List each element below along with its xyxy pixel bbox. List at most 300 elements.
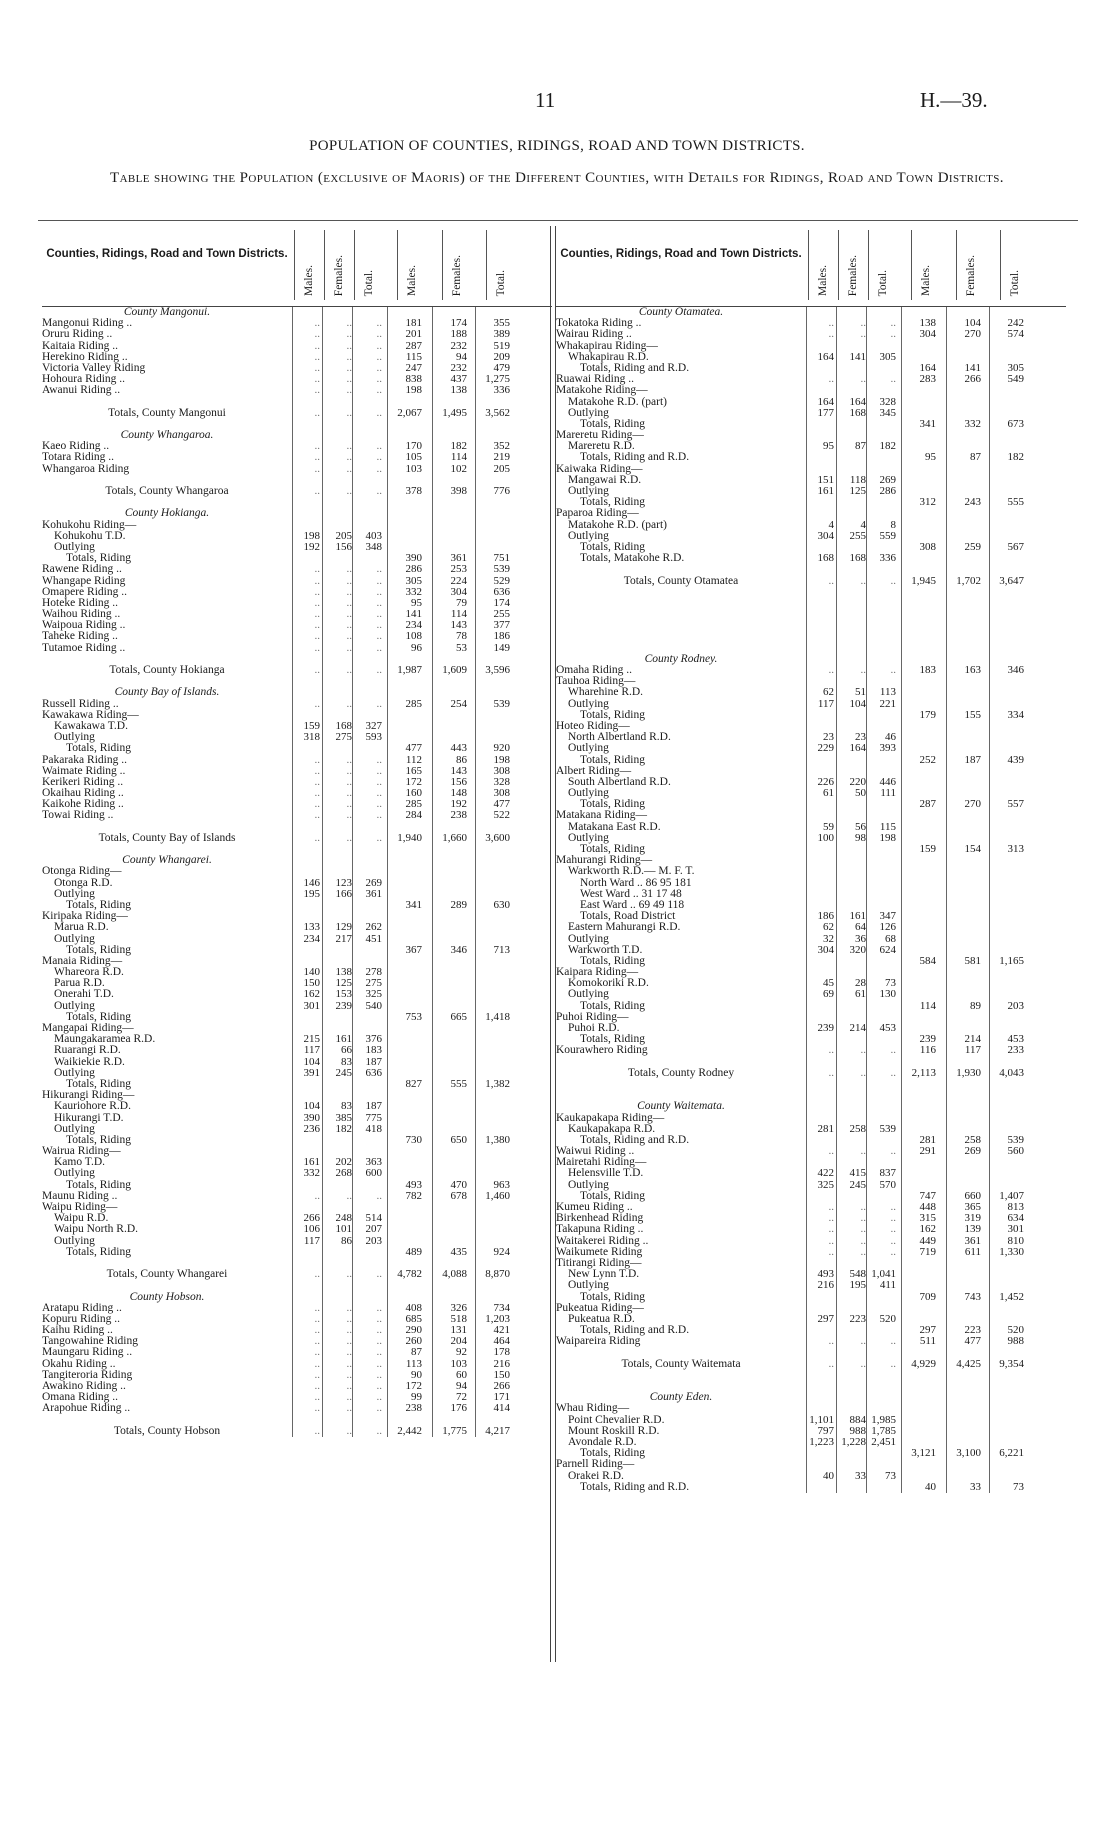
cell-males: .. <box>314 328 320 341</box>
cell-total: 130 <box>879 988 896 1001</box>
row-label: Otonga Riding— <box>42 866 122 878</box>
row-label: Whangape Riding <box>42 575 126 587</box>
cell-males: 229 <box>817 742 834 755</box>
row-label: Parua R.D. <box>54 978 105 990</box>
row-label: Wairua Riding— <box>42 1146 121 1158</box>
cell-females-sum: 103 <box>450 1357 467 1370</box>
cell-males: .. <box>314 339 320 352</box>
cell-total: 451 <box>365 932 382 945</box>
row-label: Helensville T.D. <box>568 1168 644 1180</box>
cell-total: 327 <box>365 719 382 732</box>
cell-females-sum: 443 <box>450 742 467 755</box>
cell-total: 453 <box>879 1022 896 1034</box>
row-label: Hoteke Riding .. <box>42 597 119 609</box>
cell-males-sum: 172 <box>405 1380 422 1392</box>
cell-females-sum: 148 <box>450 787 467 800</box>
cell-males-sum: 3,121 <box>911 1447 936 1460</box>
row-label: Totals, County Hokianga <box>109 665 225 676</box>
cell-females: .. <box>860 317 866 330</box>
cell-males-sum: 198 <box>405 384 422 397</box>
row-label: Outlying <box>54 888 95 900</box>
row-label: Okaihau Riding .. <box>42 788 124 800</box>
cell-females: .. <box>346 1346 352 1359</box>
row-label: Totals, Riding <box>580 709 646 721</box>
cell-total-sum: 963 <box>493 1178 510 1191</box>
row-label: Kawakawa T.D. <box>54 720 128 732</box>
cell-females-sum: 1,775 <box>442 1424 467 1437</box>
column-rule <box>901 307 902 1493</box>
row-label: Totals, Riding and R.D. <box>580 362 690 374</box>
cell-total-sum: 334 <box>1007 708 1024 721</box>
cell-females: 164 <box>849 395 866 408</box>
cell-males: 195 <box>303 887 320 900</box>
cell-females-sum: 155 <box>964 708 981 721</box>
cell-total: 520 <box>879 1312 896 1325</box>
row-label: Totals, Riding <box>580 1034 646 1046</box>
cell-females: .. <box>346 451 352 464</box>
cell-total: 278 <box>365 966 382 979</box>
cell-total: .. <box>376 787 382 800</box>
cell-total: 837 <box>879 1167 896 1180</box>
cell-males-sum: 112 <box>405 753 422 766</box>
row-label: Marua R.D. <box>54 922 109 934</box>
column-rule <box>292 307 293 1437</box>
cell-males-sum: 108 <box>405 630 422 643</box>
cell-males-sum: 99 <box>411 1391 422 1404</box>
cell-males: 493 <box>817 1268 834 1281</box>
row-label: Totals, Riding <box>580 799 646 811</box>
row-label: Outlying <box>568 1280 609 1292</box>
row-label: Outlying <box>568 486 609 497</box>
cell-females-sum: 232 <box>450 361 467 374</box>
cell-females: 161 <box>335 1033 352 1046</box>
cell-females-sum: 253 <box>450 563 467 576</box>
cell-males-sum: 201 <box>405 328 422 341</box>
cell-total-sum: 557 <box>1007 798 1024 811</box>
cell-females-sum: 304 <box>450 585 467 598</box>
cell-males: 164 <box>817 350 834 363</box>
left-rows <box>42 307 552 1437</box>
row-label: Totals, Riding <box>580 844 646 855</box>
cell-total-sum: 1,407 <box>999 1189 1024 1202</box>
cell-total: .. <box>890 1223 896 1236</box>
cell-total: .. <box>376 630 382 643</box>
cell-total-sum: 174 <box>493 596 510 609</box>
row-label: Orakei R.D. <box>568 1470 624 1482</box>
cell-females: .. <box>346 574 352 587</box>
cell-males: 391 <box>303 1066 320 1079</box>
column-rule <box>836 307 837 1493</box>
cell-males: 69 <box>823 988 834 1001</box>
cell-males: 106 <box>303 1223 320 1236</box>
cell-total-sum: 352 <box>493 440 510 453</box>
cell-females: .. <box>346 361 352 374</box>
cell-males: .. <box>314 764 320 777</box>
cell-total-sum: 389 <box>493 328 510 341</box>
document-reference: H.—39. <box>920 88 988 112</box>
cell-females-sum: 361 <box>964 1234 981 1247</box>
row-label: Waiwui Riding .. <box>556 1146 635 1158</box>
cell-total-sum: 3,647 <box>999 574 1024 587</box>
cell-total: 363 <box>365 1156 382 1169</box>
cell-total-sum: 377 <box>493 619 510 632</box>
cell-total-sum: 630 <box>493 898 510 911</box>
cell-males: .. <box>314 406 320 419</box>
row-label: West Ward .. 31 17 48 <box>580 888 682 900</box>
cell-females: 245 <box>849 1178 866 1191</box>
cell-total: .. <box>890 1145 896 1158</box>
row-label: Totals, Riding <box>66 944 132 956</box>
column-rule <box>432 307 433 1437</box>
cell-females-sum: 1,930 <box>956 1066 981 1079</box>
row-label: Matakohe Riding— <box>556 385 648 397</box>
cell-females: 214 <box>849 1022 866 1034</box>
cell-total-sum: 6,221 <box>999 1447 1024 1460</box>
cell-total: .. <box>376 563 382 576</box>
row-label: Omapere Riding .. <box>42 586 127 598</box>
col-females-header: Females. <box>838 230 867 300</box>
cell-total: .. <box>376 764 382 777</box>
row-label: North Ward .. 86 95 181 <box>580 877 692 889</box>
row-label: Otonga R.D. <box>54 877 113 889</box>
row-label: Totals, Riding <box>580 955 646 967</box>
cell-total-sum: 924 <box>493 1245 510 1258</box>
row-label: Omaha Riding .. <box>556 665 633 676</box>
row-label: Totals, Riding <box>580 754 646 766</box>
cell-males: 117 <box>303 1234 320 1247</box>
cell-males: 325 <box>817 1178 834 1191</box>
cell-total-sum: 182 <box>1007 451 1024 464</box>
cell-males: 215 <box>303 1033 320 1046</box>
cell-total: 126 <box>879 921 896 934</box>
cell-females-sum: 1,702 <box>956 574 981 587</box>
cell-males-sum: 408 <box>405 1301 422 1314</box>
cell-males: 301 <box>303 999 320 1012</box>
cell-females: .. <box>346 1312 352 1325</box>
cell-females: 182 <box>335 1122 352 1135</box>
cell-females: .. <box>860 1145 866 1158</box>
cell-males: .. <box>314 563 320 576</box>
cell-total: .. <box>376 619 382 632</box>
row-label: Totals, Riding <box>66 1078 132 1090</box>
cell-males: .. <box>314 440 320 453</box>
cell-females-sum: 477 <box>964 1335 981 1348</box>
cell-total: .. <box>376 753 382 766</box>
cell-total: 8 <box>890 518 896 531</box>
cell-total-sum: 1,382 <box>485 1077 510 1090</box>
cell-females: .. <box>346 1368 352 1381</box>
cell-total-sum: 776 <box>493 485 510 497</box>
cell-females: 64 <box>855 921 866 934</box>
left-panel <box>42 226 552 1437</box>
cell-males-sum: 367 <box>405 943 422 956</box>
cell-females: 87 <box>855 440 866 453</box>
cell-males-sum: 2,067 <box>397 406 422 419</box>
cell-total: .. <box>376 1268 382 1281</box>
cell-males: .. <box>314 1380 320 1392</box>
cell-females-sum: 660 <box>964 1189 981 1202</box>
row-label: Hohoura Riding .. <box>42 374 126 386</box>
cell-males: 62 <box>823 921 834 934</box>
row-label: Maungaru Riding .. <box>42 1347 133 1359</box>
row-label: Mangapai Riding— <box>42 1023 134 1034</box>
cell-females: 4 <box>860 518 866 531</box>
cell-males: .. <box>314 630 320 643</box>
cell-females: .. <box>346 1301 352 1314</box>
cell-females-sum: 611 <box>964 1245 981 1258</box>
row-label: Totals, Riding <box>66 899 132 911</box>
row-label: Mareretu R.D. <box>568 441 635 453</box>
cell-males-sum: 290 <box>405 1324 422 1337</box>
cell-total: .. <box>376 373 382 386</box>
cell-total-sum: 336 <box>493 384 510 397</box>
col-females-header-2: Females. <box>442 230 471 300</box>
row-label: Rawene Riding .. <box>42 564 122 576</box>
cell-males: 150 <box>303 977 320 990</box>
cell-total: 73 <box>885 977 896 990</box>
cell-females-sum: 346 <box>450 943 467 956</box>
cell-females-sum: 289 <box>450 898 467 911</box>
cell-total-sum: 73 <box>1013 1480 1024 1493</box>
cell-females-sum: 78 <box>456 630 467 643</box>
cell-females: 239 <box>335 999 352 1012</box>
cell-females-sum: 104 <box>964 317 981 330</box>
row-label: Totals, Riding <box>66 1134 132 1146</box>
row-label: North Albertland R.D. <box>568 732 671 744</box>
cell-females: .. <box>346 787 352 800</box>
cell-females: .. <box>346 485 352 497</box>
row-label: Waipareira Riding <box>556 1336 641 1348</box>
cell-total-sum: 255 <box>493 608 510 621</box>
row-label: Victoria Valley Riding <box>42 362 146 374</box>
row-label: Totals, County Bay of Islands <box>98 832 236 844</box>
page-title: POPULATION OF COUNTIES, RIDINGS, ROAD AND TOWN DISTRICTS. <box>309 138 805 154</box>
cell-total: 286 <box>879 485 896 497</box>
cell-females: 223 <box>849 1312 866 1325</box>
cell-total-sum: 209 <box>493 350 510 363</box>
row-label: Kamo T.D. <box>54 1157 105 1169</box>
row-label: Onerahi T.D. <box>54 989 114 1001</box>
row-label: Wairau Riding .. <box>556 329 632 341</box>
row-label: Point Chevalier R.D. <box>568 1414 665 1426</box>
row-label: Awanui Riding .. <box>42 385 121 397</box>
cell-females-sum: 258 <box>964 1133 981 1146</box>
row-label: Outlying <box>568 743 609 755</box>
cell-total: .. <box>376 664 382 676</box>
row-label: Totals, Riding <box>580 497 646 509</box>
row-label: Tauhoa Riding— <box>556 676 636 688</box>
cell-females-sum: 435 <box>450 1245 467 1258</box>
cell-males-sum: 747 <box>919 1189 936 1202</box>
cell-males-sum: 477 <box>405 742 422 755</box>
cell-total: .. <box>376 641 382 654</box>
cell-males-sum: 304 <box>919 328 936 341</box>
cell-females: .. <box>346 406 352 419</box>
row-label: Tangowahine Riding <box>42 1336 138 1348</box>
row-label: Outlying <box>54 1168 95 1180</box>
col-females-header: Females. <box>324 230 353 300</box>
cell-females: 258 <box>849 1122 866 1135</box>
col-total-header-2: Total. <box>486 230 515 300</box>
cell-total: 2,451 <box>871 1435 896 1448</box>
row-label: Maungakaramea R.D. <box>54 1034 156 1046</box>
cell-total-sum: 522 <box>493 809 510 822</box>
cell-total: .. <box>890 1234 896 1247</box>
cell-males: 59 <box>823 820 834 833</box>
cell-males: .. <box>828 317 834 330</box>
cell-females: 248 <box>335 1212 352 1225</box>
cell-males: .. <box>314 619 320 632</box>
row-label: Ruawai Riding .. <box>556 374 634 386</box>
row-label: Titirangi Riding— <box>556 1257 642 1269</box>
cell-total-sum: 9,354 <box>999 1357 1024 1370</box>
cell-females-sum: 53 <box>456 641 467 654</box>
cell-females-sum: 163 <box>964 664 981 676</box>
row-label: Kaihu Riding .. <box>42 1325 113 1337</box>
cell-females-sum: 131 <box>450 1324 467 1337</box>
cell-total: 336 <box>879 552 896 565</box>
cell-females-sum: 238 <box>450 809 467 822</box>
cell-total: .. <box>890 1066 896 1079</box>
cell-males: .. <box>314 1301 320 1314</box>
cell-females: 56 <box>855 820 866 833</box>
cell-females-sum: 156 <box>450 775 467 788</box>
cell-males: .. <box>314 753 320 766</box>
cell-males-sum: 2,113 <box>911 1066 936 1079</box>
cell-total: .. <box>890 328 896 341</box>
row-label: Herekino Riding .. <box>42 351 128 363</box>
cell-total-sum: 1,452 <box>999 1290 1024 1303</box>
cell-females-sum: 182 <box>450 440 467 453</box>
cell-males: 422 <box>817 1167 834 1180</box>
row-label: Kohukohu T.D. <box>54 530 126 542</box>
page-number: 11 <box>535 88 556 112</box>
cell-females-sum: 33 <box>970 1480 981 1493</box>
cell-females: .. <box>860 664 866 676</box>
right-panel <box>556 226 1066 1493</box>
cell-females: 50 <box>855 787 866 800</box>
cell-females: 36 <box>855 932 866 945</box>
row-label: Kaukapakapa Riding— <box>556 1112 665 1124</box>
cell-males-sum: 260 <box>405 1335 422 1348</box>
cell-males-sum: 87 <box>411 1346 422 1359</box>
row-label: Whau Riding— <box>556 1403 630 1415</box>
cell-total-sum: 1,380 <box>485 1133 510 1146</box>
cell-males-sum: 287 <box>405 339 422 352</box>
row-label: Waipoua Riding .. <box>42 620 126 632</box>
cell-total: .. <box>376 350 382 363</box>
cell-females: 83 <box>341 1055 352 1068</box>
row-label: Kaiwaka Riding— <box>556 463 643 475</box>
cell-males: .. <box>314 641 320 654</box>
cell-females: .. <box>860 574 866 587</box>
cell-total: .. <box>376 596 382 609</box>
cell-males-sum: 164 <box>919 361 936 374</box>
cell-females: .. <box>346 585 352 598</box>
cell-total: .. <box>376 1380 382 1392</box>
cell-total-sum: 301 <box>1007 1223 1024 1236</box>
col-males-header-2: Males. <box>397 230 426 300</box>
cell-females: 217 <box>335 932 352 945</box>
cell-males-sum: 489 <box>405 1245 422 1258</box>
cell-males-sum: 285 <box>405 697 422 710</box>
cell-total-sum: 574 <box>1007 328 1024 341</box>
cell-total-sum: 634 <box>1007 1212 1024 1225</box>
cell-females-sum: 79 <box>456 596 467 609</box>
row-label: Paparoa Riding— <box>556 508 639 520</box>
row-label: Totals, Riding <box>580 1190 646 1202</box>
cell-males: .. <box>314 451 320 464</box>
row-label: Pakaraka Riding .. <box>42 754 127 766</box>
cell-total: 275 <box>365 977 382 990</box>
column-rule <box>946 307 947 1493</box>
cell-males: .. <box>314 1312 320 1325</box>
cell-females-sum: 326 <box>450 1301 467 1314</box>
row-label: County Bay of Islands. <box>114 687 220 699</box>
cell-total-sum: 734 <box>493 1301 510 1314</box>
cell-males: .. <box>314 697 320 710</box>
row-label: Totals, County Otamatea <box>623 575 739 587</box>
cell-total: .. <box>376 1324 382 1337</box>
cell-total: .. <box>376 317 382 330</box>
cell-females: .. <box>346 753 352 766</box>
cell-total: 411 <box>879 1279 896 1292</box>
row-label: Pukeatua Riding— <box>556 1302 644 1314</box>
cell-total: 593 <box>365 731 382 744</box>
cell-males-sum: 449 <box>919 1234 936 1247</box>
row-label: Totals, Riding <box>580 1448 646 1460</box>
cell-females-sum: 154 <box>964 843 981 855</box>
cell-total: .. <box>376 1346 382 1359</box>
cell-females-sum: 138 <box>450 384 467 397</box>
cell-total: .. <box>890 574 896 587</box>
cell-males: 45 <box>823 977 834 990</box>
column-header-name: Counties, Ridings, Road and Town Districts. <box>46 248 288 260</box>
cell-females: 166 <box>335 887 352 900</box>
cell-males: 151 <box>817 473 834 486</box>
row-label: Totals, Riding <box>66 1246 132 1258</box>
cell-males-sum: 162 <box>919 1223 936 1236</box>
cell-females: .. <box>346 764 352 777</box>
row-label: Outlying <box>568 530 609 542</box>
cell-females: .. <box>346 1189 352 1202</box>
cell-total: .. <box>376 328 382 341</box>
cell-total-sum: 346 <box>1007 664 1024 676</box>
cell-total: .. <box>376 775 382 788</box>
row-label: Outlying <box>568 832 609 844</box>
cell-total: .. <box>376 574 382 587</box>
row-label: Avondale R.D. <box>568 1436 637 1448</box>
cell-total: .. <box>376 384 382 397</box>
row-label: Kourawhero Riding <box>556 1045 648 1057</box>
row-label: Totals, County Hobson <box>113 1425 221 1437</box>
column-rule <box>322 307 323 1437</box>
cell-females: 161 <box>849 910 866 923</box>
cell-males: .. <box>314 1346 320 1359</box>
cell-females-sum: 319 <box>964 1212 981 1225</box>
cell-females-sum: 139 <box>964 1223 981 1236</box>
cell-males-sum: 1,940 <box>397 831 422 844</box>
cell-females-sum: 223 <box>964 1324 981 1337</box>
row-label: Outlying <box>54 1235 95 1247</box>
cell-females-sum: 214 <box>964 1033 981 1046</box>
cell-females: .. <box>346 1391 352 1404</box>
cell-females: .. <box>346 1324 352 1337</box>
cell-total-sum: 186 <box>493 630 510 643</box>
row-label: Outlying <box>568 989 609 1001</box>
cell-males: .. <box>314 1268 320 1281</box>
cell-females: .. <box>346 664 352 676</box>
